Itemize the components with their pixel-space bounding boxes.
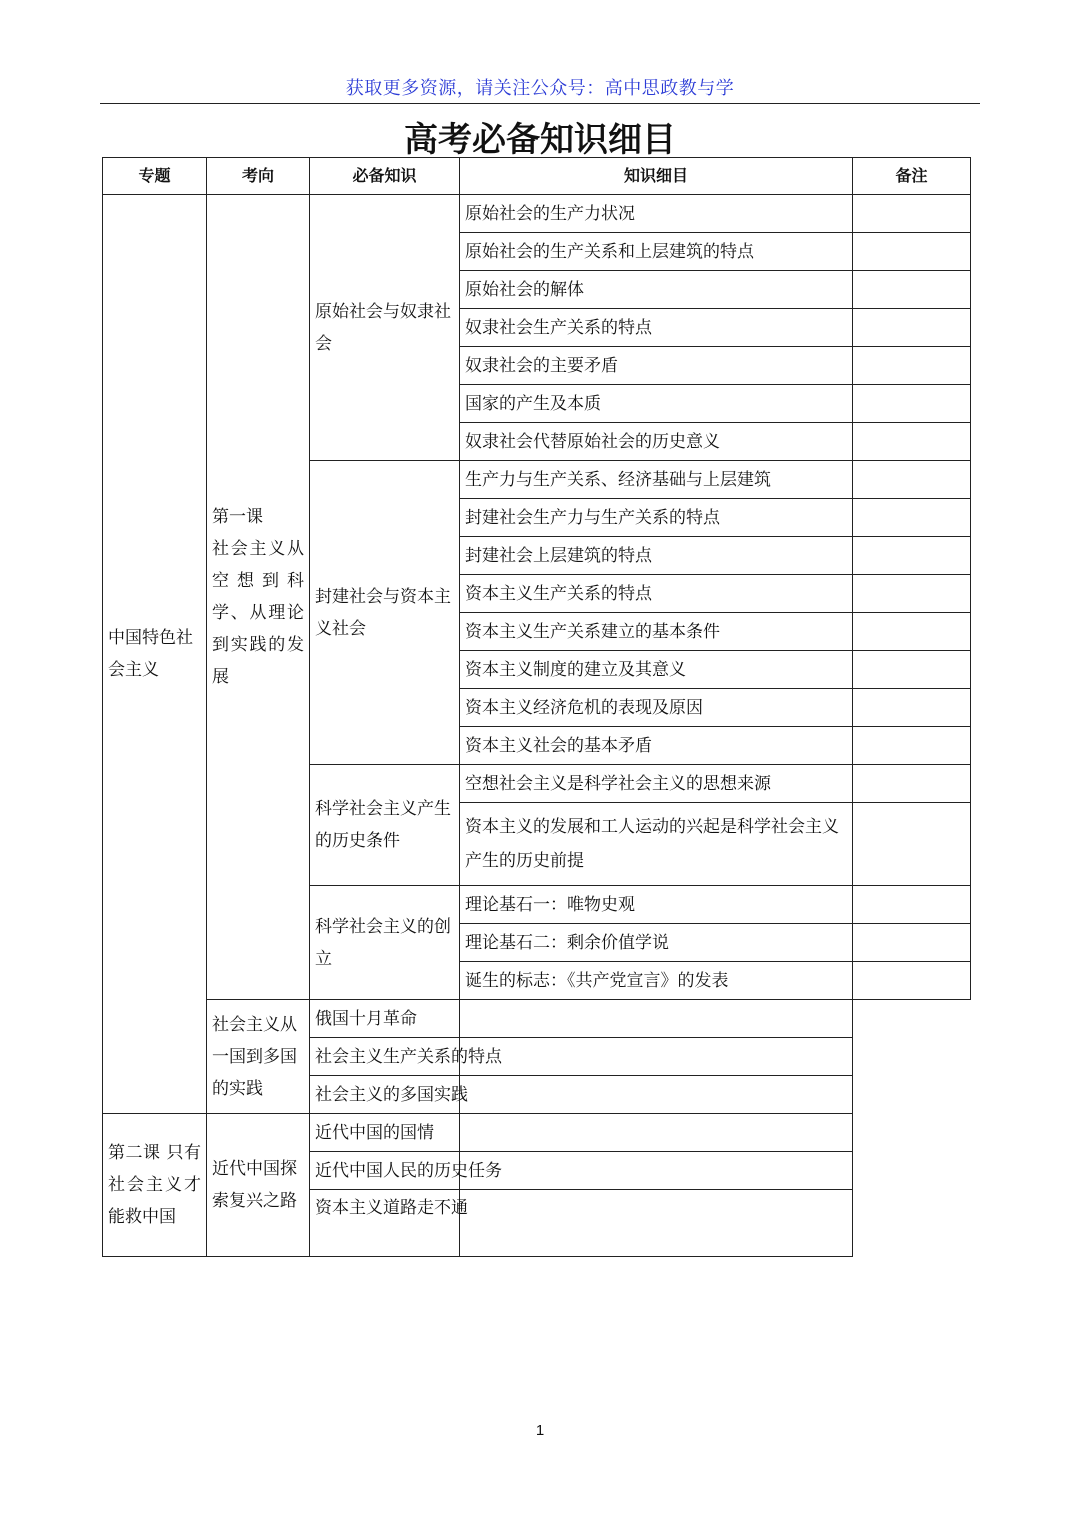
detail-cell: 封建社会上层建筑的特点 xyxy=(460,537,853,575)
detail-cell: 奴隶社会的主要矛盾 xyxy=(460,347,853,385)
topic-cell: 中国特色社会主义 xyxy=(103,195,207,1114)
knowledge-table xyxy=(102,157,971,1257)
header-direction: 考向 xyxy=(207,158,310,195)
lesson1-cell xyxy=(207,195,310,1000)
lesson2-cell xyxy=(103,1114,207,1257)
detail-cell: 近代中国的国情 xyxy=(310,1114,460,1152)
remark-cell xyxy=(853,765,971,803)
header-knowledge: 必备知识 xyxy=(310,158,460,195)
header-detail: 知识细目 xyxy=(460,158,853,195)
detail-cell: 资本主义生产关系的特点 xyxy=(460,575,853,613)
remark-cell xyxy=(853,962,971,1000)
detail-cell: 诞生的标志：《共产党宣言》的发表 xyxy=(460,962,853,1000)
detail-cell: 原始社会的生产关系和上层建筑的特点 xyxy=(460,233,853,271)
detail-cell: 资本主义生产关系建立的基本条件 xyxy=(460,613,853,651)
detail-cell: 俄国十月革命 xyxy=(310,1000,460,1038)
page-number: 1 xyxy=(535,1422,545,1439)
detail-cell: 资本主义道路走不通 xyxy=(310,1190,460,1257)
remark-cell xyxy=(853,886,971,924)
remark-cell xyxy=(853,803,971,886)
lesson2-title: 第二课 只有社会主义才能救中国 xyxy=(108,1143,201,1227)
header-topic: 专题 xyxy=(103,158,207,195)
detail-cell: 空想社会主义是科学社会主义的思想来源 xyxy=(460,765,853,803)
table-row xyxy=(103,195,971,233)
page-title: 高考必备知识细目 xyxy=(404,120,676,160)
remark-cell xyxy=(460,1190,853,1257)
detail-cell: 原始社会的生产力状况 xyxy=(460,195,853,233)
detail-cell: 理论基石二：剩余价值学说 xyxy=(460,924,853,962)
knowledge-cell: 封建社会与资本主义社会 xyxy=(310,461,460,765)
detail-cell: 资本主义经济危机的表现及原因 xyxy=(460,689,853,727)
remark-cell xyxy=(853,613,971,651)
remark-cell xyxy=(460,1076,853,1114)
remark-cell xyxy=(853,689,971,727)
remark-cell xyxy=(460,1000,853,1038)
detail-cell: 社会主义生产关系的特点 xyxy=(310,1038,460,1076)
detail-cell: 封建社会生产力与生产关系的特点 xyxy=(460,499,853,537)
remark-cell xyxy=(853,537,971,575)
remark-cell xyxy=(853,271,971,309)
lesson1-title: 第一课 xyxy=(212,507,263,527)
detail-cell: 资本主义社会的基本矛盾 xyxy=(460,727,853,765)
remark-cell xyxy=(853,309,971,347)
remark-cell xyxy=(853,385,971,423)
remark-cell xyxy=(853,347,971,385)
detail-cell: 生产力与生产关系、经济基础与上层建筑 xyxy=(460,461,853,499)
remark-cell xyxy=(853,233,971,271)
detail-cell: 近代中国人民的历史任务 xyxy=(310,1152,460,1190)
header-note: 获取更多资源，请关注公众号：高中思政教与学 xyxy=(345,78,735,99)
remark-cell xyxy=(853,499,971,537)
detail-cell: 社会主义的多国实践 xyxy=(310,1076,460,1114)
detail-cell: 资本主义制度的建立及其意义 xyxy=(460,651,853,689)
remark-cell xyxy=(460,1152,853,1190)
lesson1-subtitle: 社会主义从空想到科学、从理论到实践的发展 xyxy=(212,539,304,687)
table-header-row xyxy=(103,158,971,195)
header-remark: 备注 xyxy=(853,158,971,195)
detail-cell: 奴隶社会代替原始社会的历史意义 xyxy=(460,423,853,461)
remark-cell xyxy=(853,195,971,233)
remark-cell xyxy=(853,727,971,765)
remark-cell xyxy=(460,1038,853,1076)
remark-cell xyxy=(853,651,971,689)
knowledge-cell: 科学社会主义产生的历史条件 xyxy=(310,765,460,886)
detail-cell: 原始社会的解体 xyxy=(460,271,853,309)
remark-cell xyxy=(853,423,971,461)
detail-cell: 理论基石一：唯物史观 xyxy=(460,886,853,924)
table-row xyxy=(103,1000,971,1038)
header-divider xyxy=(100,103,980,104)
remark-cell xyxy=(460,1114,853,1152)
detail-cell: 资本主义的发展和工人运动的兴起是科学社会主义产生的历史前提 xyxy=(460,803,853,886)
knowledge-cell: 近代中国探索复兴之路 xyxy=(207,1114,310,1257)
remark-cell xyxy=(853,924,971,962)
table-row xyxy=(103,1114,971,1152)
knowledge-cell: 社会主义从一国到多国的实践 xyxy=(207,1000,310,1114)
knowledge-cell: 原始社会与奴隶社会 xyxy=(310,195,460,461)
remark-cell xyxy=(853,575,971,613)
detail-cell: 国家的产生及本质 xyxy=(460,385,853,423)
detail-cell: 奴隶社会生产关系的特点 xyxy=(460,309,853,347)
remark-cell xyxy=(853,461,971,499)
knowledge-cell: 科学社会主义的创立 xyxy=(310,886,460,1000)
